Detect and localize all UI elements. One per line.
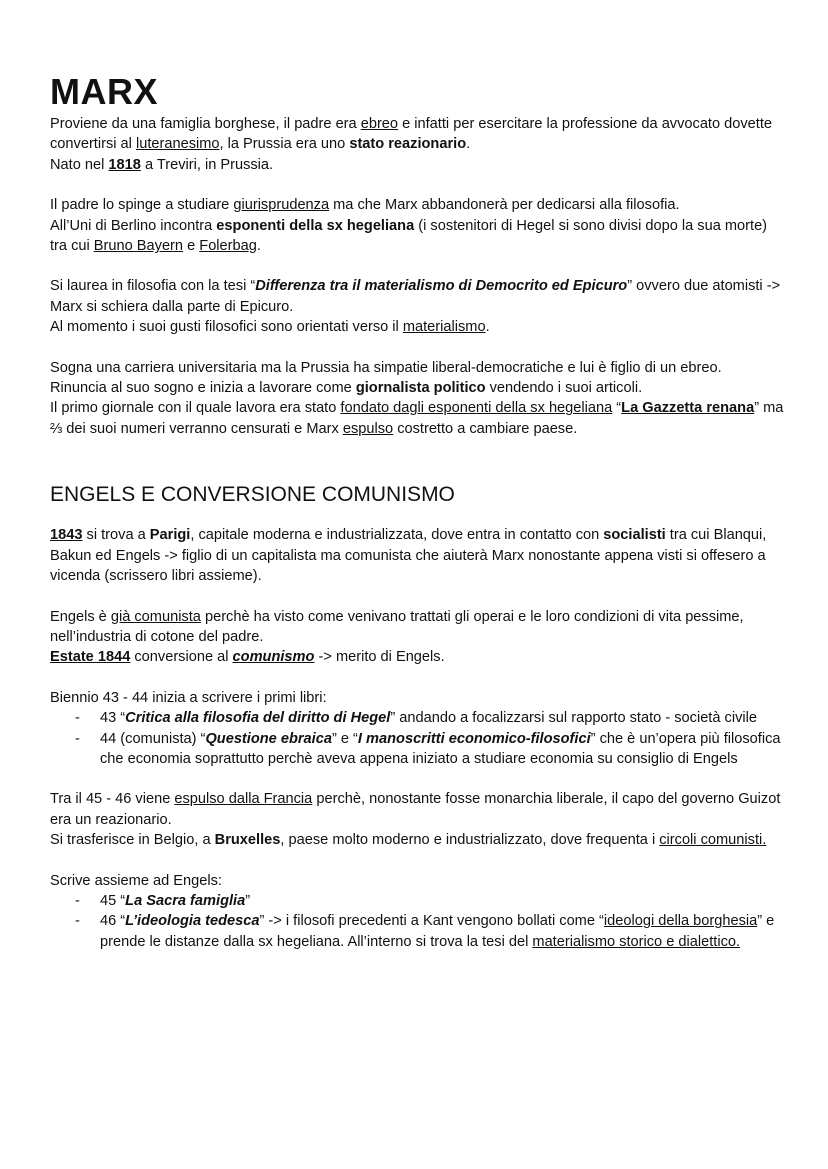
text: si trova a: [82, 527, 150, 544]
text: conversione al: [130, 649, 233, 666]
bold-text: stato reazionario: [349, 136, 467, 153]
paragraph-origins: [50, 114, 788, 175]
text: Si laurea in filosofia con la tesi “: [50, 278, 256, 295]
bold-text: giornalista politico: [355, 380, 486, 397]
text: 45 “: [100, 892, 126, 909]
underlined-text: ebreo: [360, 116, 399, 132]
engels-books-list: [50, 891, 788, 952]
date: Estate 1844: [50, 649, 131, 666]
underlined-text: espulso dalla Francia: [174, 791, 313, 808]
list-item: [100, 891, 788, 911]
text: Si trasferisce in Belgio, a: [50, 832, 215, 849]
text: 43 “: [100, 710, 126, 727]
text: vendendo i suoi articoli.: [485, 380, 643, 397]
text: .: [256, 238, 261, 255]
text: All’Uni di Berlino incontra: [50, 217, 217, 234]
text: Nato nel: [50, 156, 109, 173]
text: 44 (comunista) “: [100, 730, 206, 747]
text: 46 “: [100, 913, 126, 930]
text: ” che è un’opera più filosofica che economia soprattutto perchè aveva appena iniziato a studiare economia su consiglio di Engels: [100, 730, 781, 767]
book-title: Critica alla filosofia del diritto di Hegel: [125, 710, 391, 727]
bold-text: Bruxelles: [214, 832, 281, 849]
text: -> merito di Engels.: [314, 649, 445, 666]
page-title: MARX: [50, 71, 158, 112]
birth-year: 1818: [108, 156, 141, 173]
text: Proviene da una famiglia borghese, il padre era: [50, 116, 361, 132]
text: a Treviri, in Prussia.: [140, 156, 274, 173]
text: , capitale moderna e industrializzata, dove entra in contatto con: [190, 527, 604, 544]
text: (i sostenitori di Hegel si sono divisi dopo la sua morte) tra cui: [50, 217, 768, 255]
list-item: [100, 708, 788, 728]
underlined-text: Bruno Bayern: [93, 238, 184, 255]
underlined-text: giurisprudenza: [233, 197, 330, 214]
underlined-text: fondato dagli esponenti della sx hegeliana: [340, 400, 613, 417]
text: ”: [245, 892, 251, 909]
underlined-text: materialismo: [402, 319, 486, 336]
text: costretto a cambiare paese.: [393, 420, 578, 437]
underlined-text: circoli comunisti.: [659, 832, 767, 849]
text: .: [466, 136, 471, 153]
underlined-text: già comunista: [110, 608, 201, 625]
text: Tra il 45 - 46 viene: [50, 791, 175, 808]
text: Il primo giornale con il quale lavora era stato: [50, 400, 341, 417]
underlined-text: Folerbag: [199, 238, 257, 255]
thesis-title: Differenza tra il materialismo di Democrito ed Epicuro: [255, 278, 628, 295]
book-title: L’ideologia tedesca: [125, 913, 260, 930]
paragraph-belgium: [50, 789, 788, 850]
underlined-text: ideologi della borghesia: [603, 913, 758, 930]
text: tra cui Blanqui, Bakun ed Engels -> figlio di un capitalista ma comunista che aiuterà Marx nonostante appena visti si offesero a vicenda (scrissero libri assieme).: [50, 527, 767, 585]
paragraph-thesis: [50, 276, 788, 337]
text: perchè ha visto come venivano trattati gli operai e le loro condizioni di vita pessime, nell’industria di cotone del padre.: [50, 608, 744, 645]
text: ” e prende le distanze dalla sx hegeliana. All’interno si trova la tesi del: [100, 913, 775, 950]
text: .: [485, 319, 490, 336]
text: ” ovvero due atomisti -> Marx si schiera dalla parte di Epicuro.: [50, 278, 781, 315]
text: ” ma ⅔ dei suoi numeri verranno censurati e Marx: [50, 400, 784, 437]
book-title: La Sacra famiglia: [125, 892, 246, 909]
bold-text: esponenti della sx hegeliana: [216, 217, 415, 234]
key-term: comunismo: [232, 649, 315, 666]
newspaper-name: La Gazzetta renana: [621, 400, 755, 417]
book-title: I manoscritti economico-filosofici: [357, 730, 591, 747]
text: Al momento i suoi gusti filosofici sono orientati verso il: [50, 319, 403, 336]
text: Il padre lo spinge a studiare: [50, 197, 234, 214]
bold-text: socialisti: [603, 527, 666, 544]
underlined-text: espulso: [342, 420, 394, 437]
paragraph-engels: [50, 607, 788, 668]
paragraph-studies: [50, 195, 788, 256]
text: ” e “: [331, 730, 358, 747]
text: ” -> i filosofi precedenti a Kant vengono bollati come “: [259, 913, 604, 930]
list-item: [100, 729, 788, 770]
text: , paese molto moderno e industrializzato, dove frequenta i: [280, 832, 660, 849]
text: ma che Marx abbandonerà per dedicarsi alla filosofia.: [329, 197, 680, 214]
text: perchè, nonostante fosse monarchia liberale, il capo del governo Guizot era un reazionario.: [50, 791, 781, 828]
underlined-text: luteranesimo: [135, 136, 220, 153]
paragraph-career: [50, 358, 788, 440]
bold-text: Parigi: [149, 527, 191, 544]
text: “: [612, 400, 622, 417]
text: Engels è: [50, 608, 111, 625]
year: 1843: [50, 527, 83, 544]
first-books-list: [50, 708, 788, 769]
underlined-text: materialismo storico e dialettico.: [532, 933, 741, 950]
list-item: [100, 911, 788, 952]
text: e infatti per esercitare la professione da avvocato dovette convertirsi al: [50, 116, 773, 153]
paragraph-with-engels-intro: Scrive assieme ad Engels:: [50, 872, 222, 889]
text: , la Prussia era uno: [219, 136, 350, 153]
text: Rinuncia al suo sogno e inizia a lavorare come: [50, 380, 356, 397]
paragraph-first-books-intro: Biennio 43 - 44 inizia a scrivere i primi libri:: [50, 689, 327, 706]
paragraph-paris: [50, 525, 788, 586]
text: e: [183, 238, 200, 255]
book-title: Questione ebraica: [205, 730, 332, 747]
section-heading: ENGELS E CONVERSIONE COMUNISMO: [50, 483, 455, 507]
text: ” andando a focalizzarsi sul rapporto stato - società civile: [390, 710, 757, 727]
text: Sogna una carriera universitaria ma la Prussia ha simpatie liberal-democratiche e lui è figlio di un ebreo.: [50, 359, 722, 376]
